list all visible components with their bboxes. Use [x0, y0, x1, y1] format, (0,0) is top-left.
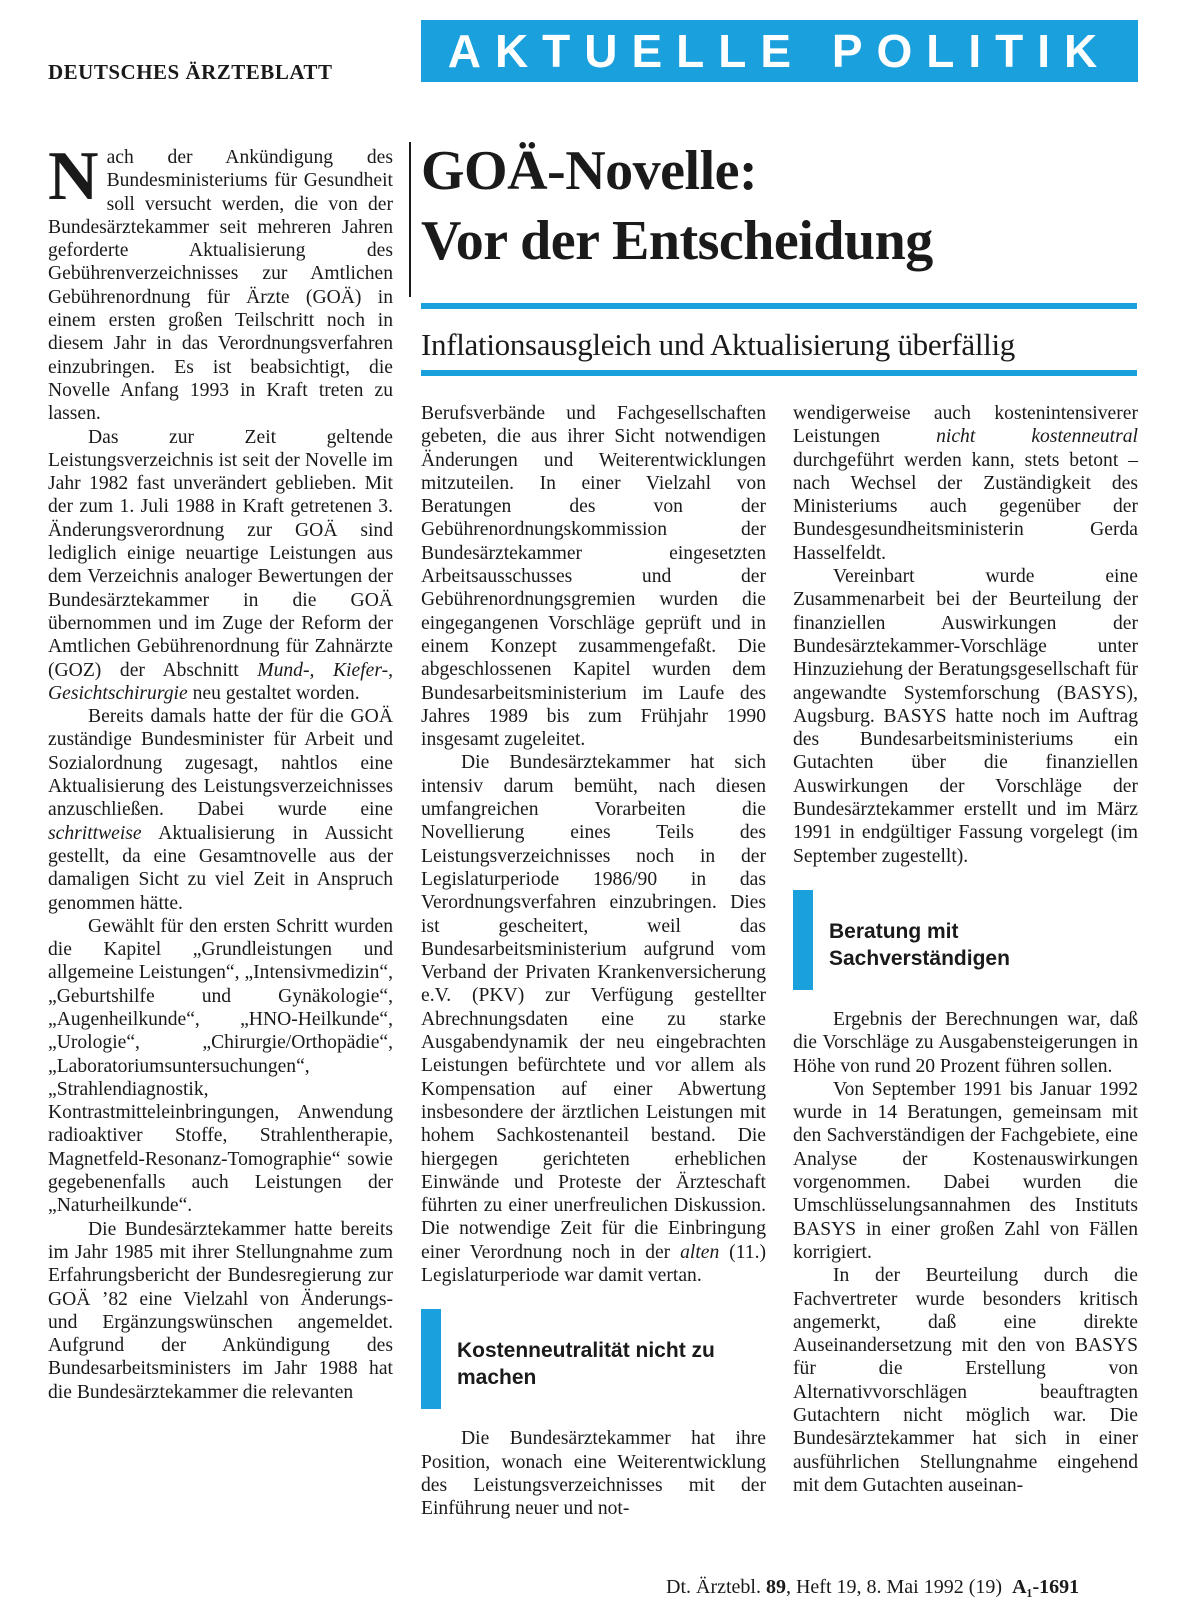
subtitle-rule-top [421, 303, 1137, 309]
column-3 [793, 402, 1138, 1497]
subheading-text: Beratung mit Sachverständigen [829, 919, 1010, 970]
paragraph: Bereits damals hatte der für die GOÄ zuständige Bundesminister für Arbeit und Sozialordnung zugesagt, nahtlos eine Aktualisierung des Leistungsverzeichnisses anzuschließen. Dabei wurde eine schrittweise Aktualisierung in Aussicht gestellt, da eine Gesamtnovelle aus der damaligen Sicht zu viel Zeit in Anspruch genommen hätte. [48, 706, 393, 914]
article-subtitle: Inflationsausgleich und Aktualisierung überfällig [421, 327, 1015, 362]
paragraph: Berufsverbände und Fachgesellschaften gebeten, die aus ihrer Sicht notwendigen Änderungen und Weiterentwicklungen mitzuteilen. In einer Vielzahl von Beratungen des von der Gebührenordnungskommission der Bundesärztekammer eingesetzten Arbeitsausschusses und der Gebührenordnungsgremien wurden die eingegangenen Vorschläge geprüft und in einem Konzept zusammengefaßt. Die abgeschlossenen Kapitel wurden dem Bundesarbeitsministerium im Laufe des Jahres 1989 bis zum Frühjahr 1990 insgesamt zugeleitet. [421, 403, 766, 751]
footer-volume: 89 [765, 1576, 786, 1598]
paragraph: Das zur Zeit geltende Leistungsverzeichnis ist seit der Novelle im Jahr 1982 fast unverändert geblieben. Mit der zum 1. Juli 1988 in Kraft getretenen 3. Änderungsverordnung zur GOÄ sind lediglich einige neuartige Leistungen aus dem Verzeichnis analoger Bewertungen der Bundesärztekammer in die GOÄ übernommen und im Zuge der Reform der Amtlichen Gebührenordnung für Zahnärzte (GOZ) der Abschnitt Mund-, Kiefer-, Gesichtschirurgie neu gestaltet worden. [48, 426, 393, 704]
subheading-text: Kostenneutralität nicht zu machen [457, 1339, 715, 1390]
title-line-2: Vor der Entscheidung [421, 210, 933, 272]
paragraph: Die Bundesärztekammer hatte bereits im Jahr 1985 mit ihrer Stellungnahme zum Erfahrungsbericht der Bundesregierung zur GOÄ ’82 eine Vielzahl von Änderungs- und Ergänzungswünschen angemeldet. Aufgrund der Ankündigung des Bundesarbeitsministers im Jahr 1988 hat die Bundesärztekammer die relevanten [48, 1218, 393, 1403]
section-banner: AKTUELLE POLITIK [421, 20, 1138, 82]
subheading-bar [421, 1309, 441, 1409]
footer-journal: Dt. Ärztebl. [666, 1576, 766, 1598]
subtitle-rule-bottom [421, 370, 1137, 376]
paragraph: Gewählt für den ersten Schritt wurden die Kapitel „Grundleistungen und allgemeine Leistungen“, „Intensivmedizin“, „Geburtshilfe und Gynäkologie“, „Augenheilkunde“, „HNO-Heilkunde“, „Urologie“, „Chirurgie/Orthopädie“, „Laboratoriumsuntersuchungen“, „Strahlendiagnostik, Kontrastmitteleinbringungen, Anwendung radioaktiver Stoffe, Strahlentherapie, Magnetfeld-Resonanz-Tomographie“ sowie gegebenenfalls auch Leistungen der „Naturheilkunde“. [48, 915, 393, 1217]
footer-issue: , Heft 19, 8. Mai 1992 (19) [785, 1576, 1003, 1598]
column-2 [421, 402, 766, 1520]
column-1 [48, 138, 393, 1404]
article-title [421, 136, 1141, 276]
paragraph: Ergebnis der Berechnungen war, daß die Vorschläge zu Ausgabensteigerungen in Höhe von rund 20 Prozent führen sollen. [793, 1008, 1138, 1077]
footer-page-number: A₁-1691 [1012, 1576, 1080, 1598]
subheading-kostenneutralitaet [421, 1309, 766, 1409]
paragraph: Nach der Ankündigung des Bundesministeriums für Gesundheit soll versucht werden, die von der Bundesärztekammer seit mehreren Jahren geforderte Aktualisierung des Gebührenverzeichnisses zur Amtlichen Gebührenordnung für Ärzte (GOÄ) in einem ersten großen Teilschritt noch in diesem Jahr in das Verordnungsverfahren einzubringen. Es ist beabsichtigt, die Novelle Anfang 1993 in Kraft treten zu lassen. [48, 138, 393, 425]
drop-cap: N [48, 138, 99, 215]
subheading-beratung [793, 890, 1138, 990]
paragraph: wendigerweise auch kostenintensiverer Leistungen nicht kostenneutral durchgeführt werden kann, stets betont – nach Wechsel der Zuständigkeit des Ministeriums auch gegenüber der Bundesgesundheitsministerin Gerda Hasselfeldt. [793, 403, 1138, 564]
paragraph: Vereinbart wurde eine Zusammenarbeit bei der Beurteilung der finanziellen Auswirkungen der Bundesärztekammer-Vorschläge unter Hinzuziehung der Beratungsgesellschaft für angewandte Systemforschung (BASYS), Augsburg. BASYS hatte noch im Auftrag des Bundesarbeitsministeriums ein Gutachten über die finanziellen Auswirkungen der Vorschläge der Bundesärztekammer erstellt und im März 1991 in endgültiger Fassung vorgelegt (im September zugestellt). [793, 566, 1138, 867]
paragraph: Von September 1991 bis Januar 1992 wurde in 14 Beratungen, gemeinsam mit den Sachverständigen der Fachgebiete, eine Analyse der Kostenauswirkungen vorgenommen. Dabei wurden die Umschlüsselungsannahmen des Instituts BASYS in einer großen Zahl von Fällen korrigiert. [793, 1078, 1138, 1263]
masthead: DEUTSCHES ÄRZTEBLATT [48, 60, 333, 84]
subheading-bar [793, 890, 813, 990]
title-rule-left [409, 142, 411, 297]
paragraph: Die Bundesärztekammer hat sich intensiv darum bemüht, nach diesen umfangreichen Vorarbeiten die Novellierung eines Teils des Leistungsverzeichnisses noch in der Legislaturperiode 1986/90 in das Verordnungsverfahren einzubringen. Dies ist gescheitert, weil das Bundesarbeitsministerium aufgrund vom Verband der Privaten Krankenversicherung e.V. (PKV) zur Verfügung gestellter Abrechnungsdaten eine zu starke Ausgabendynamik der neu eingebrachten Leistungen befürchtete und vor allem als Kompensation auf einer Abwertung insbesondere der ärztlichen Leistungen mit hohem Sachkostenanteil bestand. Die hiergegen gerichteten erheblichen Einwände und Proteste der Ärzteschaft führten zu einer unerfreulichen Diskussion. Die notwendige Zeit für die Einbringung einer Verordnung noch in der alten (11.) Legislaturperiode war damit vertan. [421, 752, 766, 1286]
paragraph: Die Bundesärztekammer hat ihre Position, wonach eine Weiterentwicklung des Leistungsverzeichnisses mit der Einführung neuer und not- [421, 1428, 766, 1520]
page-footer [666, 1576, 1079, 1599]
title-line-1: GOÄ-Novelle: [421, 140, 758, 202]
paragraph: In der Beurteilung durch die Fachvertreter wurde besonders kritisch angemerkt, daß eine direkte Auseinandersetzung mit den von BASYS für die Erstellung von Alternativvorschlägen beauftragten Gutachtern nicht möglich war. Die Bundesärztekammer hat sich in einer ausführlichen Stellungnahme eingehend mit dem Gutachten auseinan- [793, 1265, 1138, 1496]
